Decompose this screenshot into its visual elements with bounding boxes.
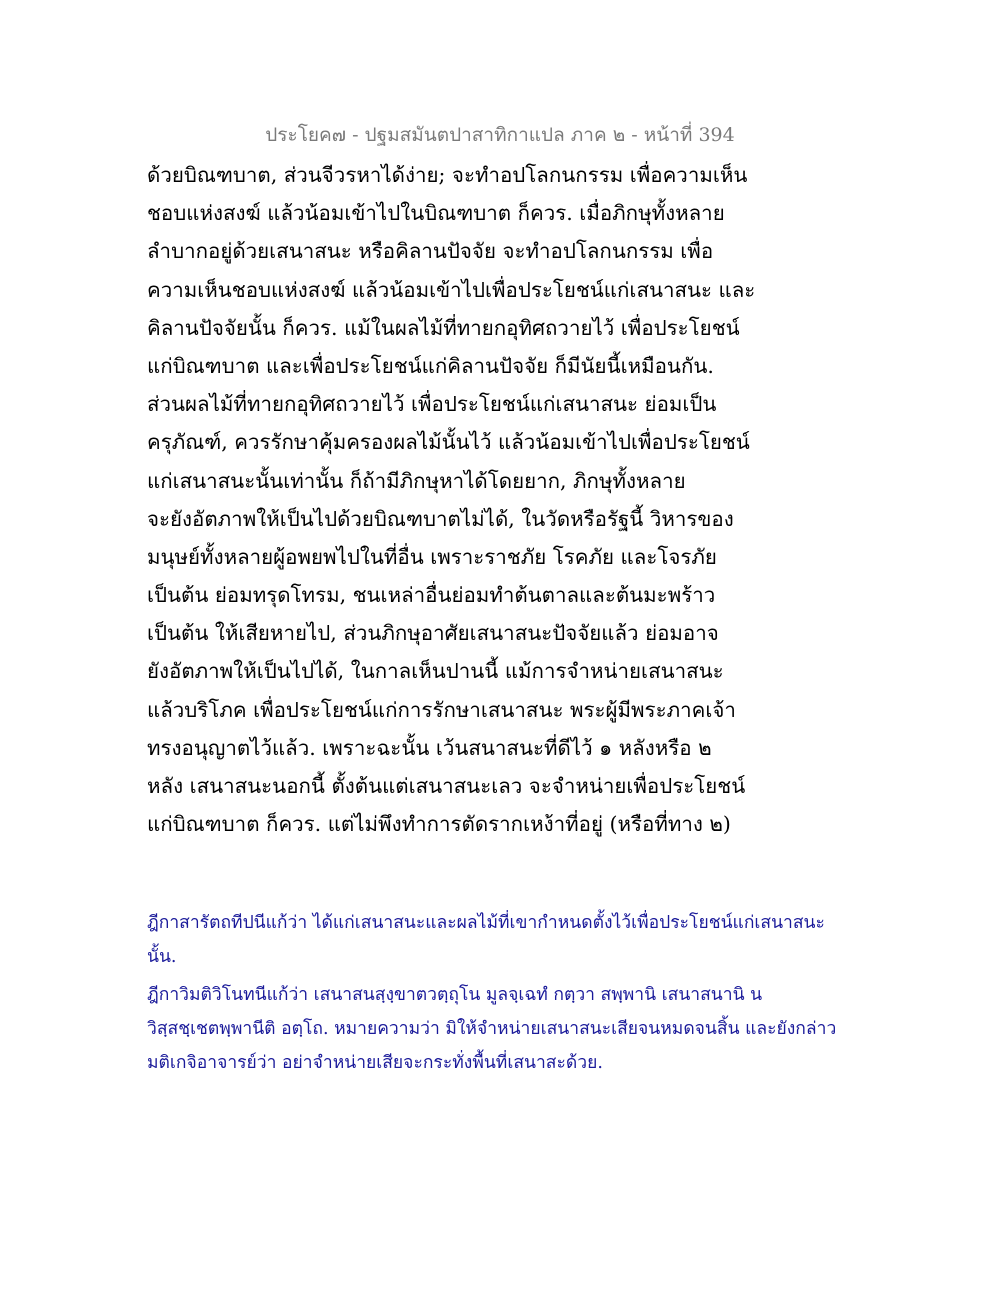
footnote-1-line: นั้น. [147, 947, 177, 967]
body-line: ความเห็นชอบแห่งสงฆ์ แล้วน้อมเข้าไปเพื่อประโยชน์แก่เสนาสนะ และ [147, 277, 756, 302]
body-line: เป็นต้น ย่อมทรุดโทรม, ชนเหล่าอื่นย่อมทำต้นตาลและต้นมะพร้าว [147, 583, 716, 608]
body-line: หลัง เสนาสนะนอกนี้ ตั้งต้นแต่เสนาสนะเลว จะจำหน่ายเพื่อประโยชน์ [147, 774, 746, 798]
body-line: ทรงอนุญาตไว้แล้ว. เพราะฉะนั้น เว้นสนาสนะที่ดีไว้ ๑ หลังหรือ ๒ [147, 735, 712, 760]
body-line: แก่บิณฑบาต และเพื่อประโยชน์แก่คิลานปัจจัย ก็มีนัยนี้เหมือนกัน. [147, 353, 714, 378]
body-line: ชอบแห่งสงฆ์ แล้วน้อมเข้าไปในบิณฑบาต ก็ควร. เมื่อภิกษุทั้งหลาย [147, 201, 725, 226]
body-text [147, 156, 927, 843]
body-line: ยังอัตภาพให้เป็นไปได้, ในกาลเห็นปานนี้ แม้การจำหน่ายเสนาสนะ [147, 659, 724, 684]
body-line: ส่วนผลไม้ที่ทายกอุทิศถวายไว้ เพื่อประโยชน์แก่เสนาสนะ ย่อมเป็น [147, 392, 717, 417]
page-header: ประโยค๗ - ปฐมสมันตปาสาทิกาแปล ภาค ๒ - หน้าที่ 394 [265, 124, 735, 146]
body-line: มนุษย์ทั้งหลายผู้อพยพไปในที่อื่น เพราะราชภัย โรคภัย และโจรภัย [147, 544, 717, 569]
footnote-1-line: ฎีกาสารัตถทีปนีแก้ว่า ได้แก่เสนาสนะและผลไม้ที่เขากำหนดตั้งไว้เพื่อประโยชน์แก่เสนาสนะ [147, 913, 825, 933]
body-line: คิลานปัจจัยนั้น ก็ควร. แม้ในผลไม้ที่ทายกอุทิศถวายไว้ เพื่อประโยชน์ [147, 315, 740, 340]
body-line: แก่เสนาสนะนั้นเท่านั้น ก็ถ้ามีภิกษุหาได้โดยยาก, ภิกษุทั้งหลาย [147, 468, 686, 493]
footnotes [147, 906, 937, 1080]
body-line: แก่บิณฑบาต ก็ควร. แต่ไม่พึงทำการตัดรากเหง้าที่อยู่ (หรือที่ทาง ๒) [147, 812, 731, 837]
footnote-2-line: วิสฺสชฺเชตพฺพานีติ อตฺโถ. หมายความว่า มิให้จำหน่ายเสนาสนะเสียจนหมดจนสิ้น และยังกล่าว [147, 1019, 837, 1039]
body-line: ลำบากอยู่ด้วยเสนาสนะ หรือคิลานปัจจัย จะทำอปโลกนกรรม เพื่อ [147, 239, 714, 264]
body-line: ครุภัณฑ์, ควรรักษาคุ้มครองผลไม้นั้นไว้ แล้วน้อมเข้าไปเพื่อประโยชน์ [147, 430, 750, 455]
body-line: เป็นต้น ให้เสียหายไป, ส่วนภิกษุอาศัยเสนาสนะปัจจัยแล้ว ย่อมอาจ [147, 621, 719, 646]
footnote-2-line: ฎีกาวิมติวิโนทนีแก้ว่า เสนาสนสฺงฺขาตวตฺถุโน มูลจฺเฉทํ กตฺวา สพฺพานิ เสนาสนานิ น [147, 985, 763, 1005]
body-line: แล้วบริโภค เพื่อประโยชน์แก่การรักษาเสนาสนะ พระผู้มีพระภาคเจ้า [147, 697, 736, 722]
body-line: จะยังอัตภาพให้เป็นไปด้วยบิณฑบาตไม่ได้, ในวัดหรือรัฐนี้ วิหารของ [147, 506, 734, 531]
body-line: ด้วยบิณฑบาต, ส่วนจีวรหาได้ง่าย; จะทำอปโลกนกรรม เพื่อความเห็น [147, 163, 748, 187]
footnote-2-line: มติเกจิอาจารย์ว่า อย่าจำหน่ายเสียจะกระทั่งพื้นที่เสนาสะด้วย. [147, 1053, 603, 1073]
